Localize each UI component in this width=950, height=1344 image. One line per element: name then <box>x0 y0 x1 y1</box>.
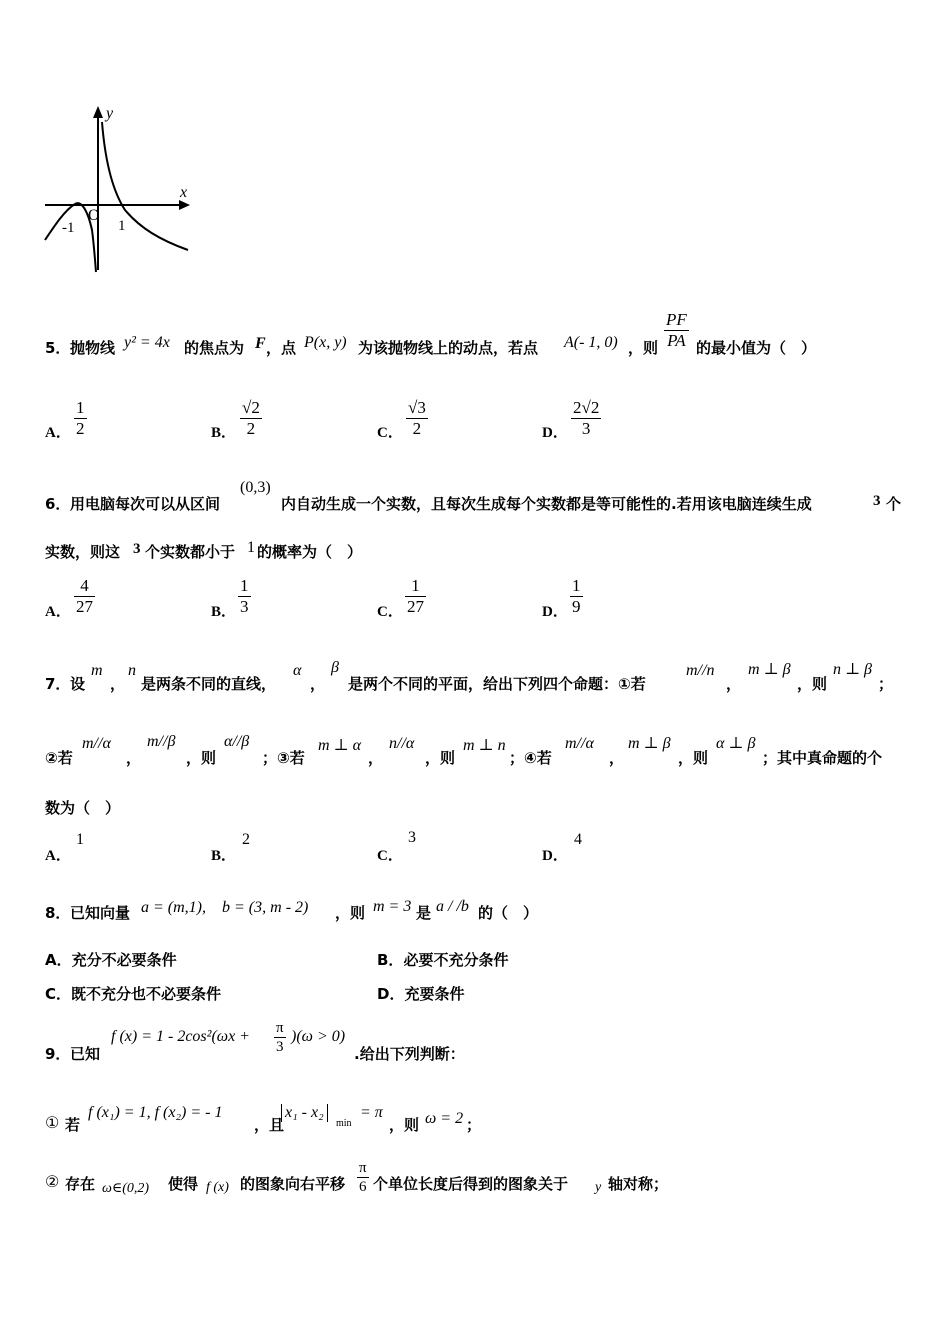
q9-item1-text-3: ，则 <box>389 1116 420 1134</box>
q7-l2-expr-8: m ⊥ β <box>628 735 671 752</box>
q5-option-c-value: √3 2 <box>408 398 426 438</box>
q8-condition: m = 3 <box>373 898 412 915</box>
q8-option-a[interactable]: A．充分不必要条件 <box>45 951 177 969</box>
graph-origin: O <box>88 207 100 224</box>
q5-equation: y² = 4x <box>124 334 170 351</box>
q7-l2-expr-2: m//β <box>147 733 176 750</box>
q5-text-6: 的最小值为（ ） <box>696 339 817 357</box>
q7-l2-expr-4: m ⊥ α <box>318 737 361 754</box>
q5-text-1: 抛物线 <box>70 339 116 357</box>
q7-option-a-label[interactable]: A． <box>45 848 71 864</box>
q7-option-c-value: 3 <box>408 829 416 846</box>
q8-parallel: a / /b <box>436 898 469 915</box>
q6-text-2: 内自动生成一个实数，且每次生成每个实数都是等可能性的.若用该电脑连续生成 <box>281 495 812 513</box>
q7-comma-1: ， <box>110 675 126 693</box>
q7-l2-expr-9: α ⊥ β <box>716 735 756 752</box>
q9-item1-eqpi: = π <box>360 1104 383 1121</box>
x-axis-arrow-icon <box>179 200 190 210</box>
q7-option-d-label[interactable]: D． <box>542 848 568 864</box>
q7-text-1: 设 <box>70 675 86 693</box>
q9-item1-expr-2: ω = 2 <box>425 1110 464 1127</box>
q7-n: n <box>128 662 136 679</box>
q6-option-a-label[interactable]: A． <box>45 604 71 620</box>
graph-y-label: y <box>106 105 114 122</box>
q9-item1-min: min <box>336 1118 352 1129</box>
q9-item2-text-4: 个单位长度后得到的图象关于 <box>373 1175 569 1193</box>
q5-option-d-value: 2√2 3 <box>573 398 600 438</box>
q7-alpha: α <box>293 662 302 679</box>
q9-function-pre: f (x) = 1 - 2cos²(ωx + <box>111 1028 250 1045</box>
q5-focus-F: F <box>255 335 266 352</box>
q9-item2-text-3: 的图象向右平移 <box>240 1175 346 1193</box>
q8-text-1: 已知向量 <box>70 904 131 922</box>
q5-option-c-label[interactable]: C． <box>377 425 403 441</box>
q7-option-a-value: 1 <box>76 831 84 848</box>
q6-text-4: 实数，则这 <box>45 543 121 561</box>
q5-fraction <box>664 310 689 351</box>
q9-item2-expr-1: ω∈(0,2) <box>102 1181 150 1196</box>
q7-l2-text-2: ，则 <box>186 749 217 767</box>
q8-text-2: ，则 <box>335 904 366 922</box>
q7-l2-expr-3: α//β <box>224 733 250 750</box>
q8-text-4: 的（ ） <box>478 904 539 922</box>
q9-item1-text-1: 若 <box>65 1116 81 1134</box>
q5-text-4: 为该抛物线上的动点，若点 <box>358 339 539 357</box>
function-graph <box>40 100 205 280</box>
q6-option-b-value: 1 3 <box>240 576 249 616</box>
q6-option-d-label[interactable]: D． <box>542 604 568 620</box>
q5-text-3: ，点 <box>266 339 297 357</box>
q8-option-b[interactable]: B．必要不充分条件 <box>377 951 509 969</box>
q7-l2-expr-6: m ⊥ n <box>463 737 506 754</box>
q6-option-b-label[interactable]: B． <box>211 604 237 620</box>
q7-expr-2: m ⊥ β <box>748 661 791 678</box>
q6-text-6: 的概率为（ ） <box>257 543 363 561</box>
q7-l2-text-7: ；其中真命题的个 <box>762 749 883 767</box>
q5-point-A: A(- 1, 0) <box>564 334 618 351</box>
q7-l2-expr-5: n//α <box>389 735 415 752</box>
q9-function-post: )(ω > 0) <box>291 1028 346 1045</box>
q6-option-a-value: 4 27 <box>76 576 93 616</box>
q6-interval: (0,3) <box>240 479 271 496</box>
q9-item2-y: y <box>595 1180 602 1195</box>
q9-item1-circle: ① <box>45 1115 60 1132</box>
q7-l2-text-3: ；③若 <box>262 749 305 767</box>
q9-item1-text-4: ； <box>466 1116 482 1134</box>
q7-option-b-label[interactable]: B． <box>211 848 237 864</box>
q7-comma-3: ， <box>726 675 742 693</box>
q6-three: 3 <box>873 493 881 509</box>
q7-text-5: ； <box>878 675 894 693</box>
q7-option-c-label[interactable]: C． <box>377 848 403 864</box>
q7-text-4: ，则 <box>797 675 828 693</box>
q9-text-2: .给出下列判断： <box>354 1045 465 1063</box>
q7-l2-text-4: ，则 <box>425 749 456 767</box>
curve-right-branch <box>102 122 188 250</box>
q6-one: 1 <box>247 539 255 556</box>
q7-option-b-value: 2 <box>242 831 250 848</box>
q7-l2-expr-7: m//α <box>565 735 594 752</box>
q5-text-2: 的焦点为 <box>184 339 245 357</box>
q6-option-c-label[interactable]: C． <box>377 604 403 620</box>
q5-option-a-label[interactable]: A． <box>45 425 71 441</box>
q9-text-1: 已知 <box>70 1045 101 1063</box>
q9-item2-expr-2: f (x) <box>206 1180 229 1195</box>
q6-text-1: 用电脑每次可以从区间 <box>70 495 221 513</box>
q7-l2-comma-2: ， <box>368 749 384 767</box>
y-axis-arrow-icon <box>93 106 103 118</box>
q5-option-a-value: 1 2 <box>76 398 85 438</box>
q7-l2-expr-1: m//α <box>82 735 111 752</box>
graph-x-label: x <box>180 184 188 201</box>
q9-item2-circle: ② <box>45 1174 60 1191</box>
q9-item1-expr-1: f (x₁) = 1, f (x₂) = - 1 <box>88 1104 223 1121</box>
q5-text-5: ，则 <box>628 339 659 357</box>
q9-pi-over-3: π 3 <box>276 1020 284 1055</box>
q9-item2-pi-over-6: π 6 <box>359 1160 367 1195</box>
q5-option-b-label[interactable]: B． <box>211 425 237 441</box>
q7-l2-text-5: ；④若 <box>509 749 552 767</box>
q6-option-d-value: 1 9 <box>572 576 581 616</box>
q7-expr-3: n ⊥ β <box>833 661 873 678</box>
q8-option-c[interactable]: C．既不充分也不必要条件 <box>45 985 222 1003</box>
q8-option-d[interactable]: D．充要条件 <box>377 985 465 1003</box>
q7-number: 7． <box>45 675 71 693</box>
q7-beta: β <box>331 659 339 676</box>
q6-number: 6． <box>45 495 71 513</box>
q9-item2-text-2: 使得 <box>168 1175 199 1193</box>
q5-frac-den: PA <box>667 331 686 350</box>
q9-item1-abs: x₁ - x₂ <box>281 1104 328 1122</box>
q7-l2-text-6: ，则 <box>678 749 709 767</box>
q7-l2-comma-1: ， <box>126 749 142 767</box>
q9-item2-text-1: 存在 <box>65 1175 96 1193</box>
q9-item2-text-5: 轴对称； <box>608 1175 669 1193</box>
q9-number: 9． <box>45 1045 71 1063</box>
q5-option-b-value: √2 2 <box>242 398 260 438</box>
q6-option-c-value: 1 27 <box>407 576 424 616</box>
q5-point-P: P(x, y) <box>304 334 347 351</box>
q6-three-2: 3 <box>133 541 141 557</box>
q7-text-3: 是两个不同的平面，给出下列四个命题：①若 <box>348 675 646 693</box>
q7-text-2: 是两条不同的直线， <box>141 675 277 693</box>
q5-frac-num: PF <box>666 310 687 329</box>
q7-l3-text: 数为（ ） <box>45 799 121 817</box>
q6-text-3: 个 <box>886 495 902 513</box>
q8-text-3: 是 <box>416 904 432 922</box>
q7-l2-comma-3: ， <box>609 749 625 767</box>
q7-expr-1: m//n <box>686 662 715 679</box>
q6-text-5: 个实数都小于 <box>145 543 236 561</box>
graph-tick-neg: -1 <box>62 220 75 236</box>
q5-option-d-label[interactable]: D． <box>542 425 568 441</box>
q8-number: 8． <box>45 904 71 922</box>
q9-item1-text-2: ，且 <box>254 1116 285 1134</box>
q7-l2-text-1: ②若 <box>45 749 73 767</box>
q7-option-d-value: 4 <box>574 831 582 848</box>
q7-comma-2: ， <box>310 675 326 693</box>
q5-number: 5． <box>45 339 71 357</box>
graph-tick-pos: 1 <box>118 218 126 234</box>
q7-m: m <box>91 662 103 679</box>
q8-vectors: a = (m,1), b = (3, m - 2) <box>141 899 309 916</box>
